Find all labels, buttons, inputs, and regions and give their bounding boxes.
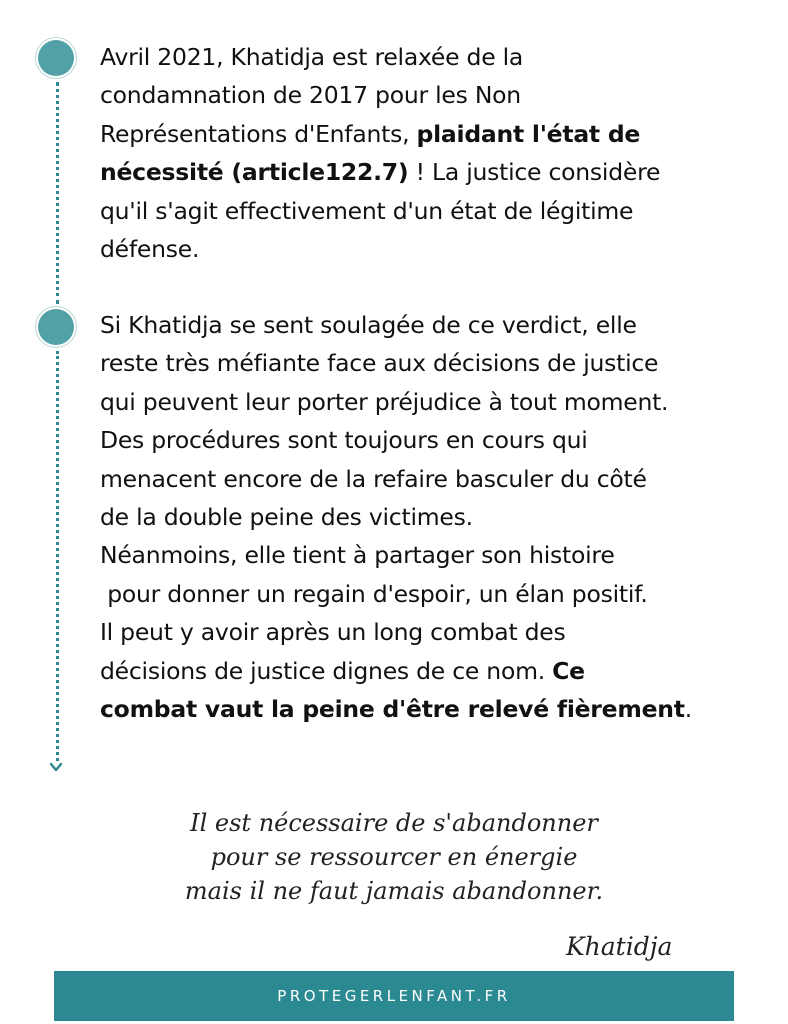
entry2-text: . (684, 695, 692, 724)
entry1-text: Représentations d'Enfants, (100, 119, 417, 148)
entry2-line: de la double peine des victimes. (100, 503, 473, 532)
entry1-line: qu'il s'agit effectivement d'un état de légitime (100, 196, 634, 225)
entry1-bold-text: nécessité (article122.7) (100, 158, 409, 187)
footer-banner (54, 971, 734, 1021)
entry2-text: décisions de justice dignes de ce nom. (100, 656, 553, 685)
timeline-dot-1 (38, 40, 74, 76)
entry1-line (100, 153, 770, 191)
entry1-line: défense. (100, 235, 200, 264)
timeline-dotted-line-2 (56, 351, 59, 761)
entry1-text: ! La justice considère (408, 158, 661, 187)
entry2-line (100, 652, 770, 690)
footer-website-link[interactable]: PROTEGERLENFANT.FR (277, 987, 511, 1005)
entry2-line: Des procédures sont toujours en cours qui (100, 426, 588, 455)
quote-author: Khatidja (566, 932, 673, 961)
quote-line: pour se ressourcer en énergie (210, 843, 578, 871)
entry2-line: Néanmoins, elle tient à partager son histoire (100, 541, 615, 570)
quote-line: Il est nécessaire de s'abandonner (190, 809, 598, 837)
timeline-entry-verdict-reaction (100, 306, 770, 728)
quote-line: mais il ne faut jamais abandonner. (184, 877, 604, 905)
entry2-line: qui peuvent leur porter préjudice à tout moment. (100, 387, 669, 416)
entry1-bold-text: plaidant l'état de (416, 119, 641, 148)
entry2-line: Il peut y avoir après un long combat des (100, 618, 566, 647)
closing-quote (0, 806, 788, 908)
entry1-line: condamnation de 2017 pour les Non (100, 81, 521, 110)
entry2-line: menacent encore de la refaire basculer du côté (100, 464, 647, 493)
entry2-line: pour donner un regain d'espoir, un élan positif. (100, 579, 648, 608)
entry2-bold-text: combat vaut la peine d'être relevé fièrement (100, 695, 685, 724)
entry2-line: Si Khatidja se sent soulagée de ce verdict, elle (100, 311, 637, 339)
timeline-dotted-line-1 (56, 82, 59, 304)
entry2-line: reste très méfiante face aux décisions de justice (100, 349, 659, 378)
arrow-down-icon (49, 760, 63, 774)
timeline-entry-2021-relaxe (100, 38, 770, 268)
entry2-line (100, 690, 770, 728)
entry1-line (100, 115, 770, 153)
entry1-line: Avril 2021, Khatidja est relaxée de la (100, 43, 524, 71)
entry2-bold-text: Ce (552, 656, 585, 685)
timeline-dot-2 (38, 309, 74, 345)
